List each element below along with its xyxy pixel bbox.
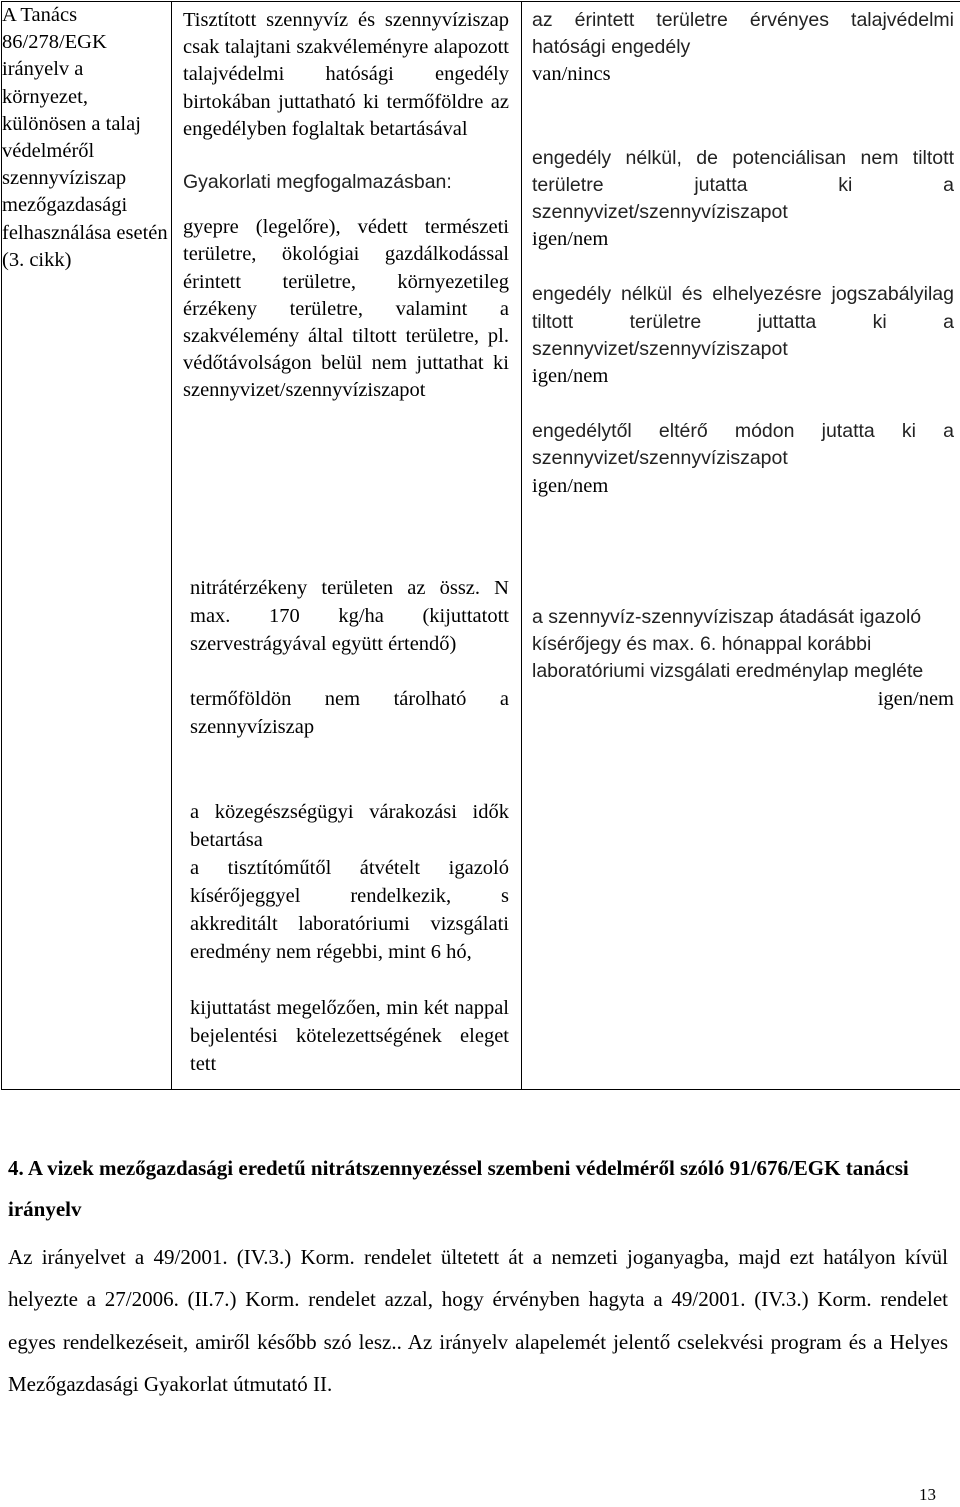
requirement-restricted-areas: gyepre (legelőre), védett természeti területre, ökológiai gazdálkodással érintett területre, környezetileg érzékeny területre, valamint a szakvélemény által tiltott területre, pl. védőtávolságon belül nem juttathat ki szennyvizet/szennyvíziszapot	[183, 216, 509, 402]
requirement-permit: Tisztított szennyvíz és szennyvíziszap csak talajtani szakvéleményre alapozott talajvédelmi hatósági engedély birtokában juttatható ki termőföldre az engedélyben foglaltak betartásával	[183, 9, 509, 140]
check-documents-answer: igen/nem	[877, 687, 954, 710]
check-no-permit-forbidden: engedély nélkül és elhelyezésre jogszabályilag tiltott területre juttatta ki a szennyvizet/szennyvíziszapot	[532, 283, 954, 360]
check-permit-answer: van/nincs	[532, 63, 611, 86]
check-permit: az érintett területre érvényes talajvédelmi hatósági engedély	[532, 9, 954, 59]
requirement-nitrate: nitrátérzékeny területen az össz. N max. 170 kg/ha (kijuttatott szervestrágyával együtt értendő)	[190, 577, 509, 655]
requirement-storage: termőföldön nem tárolható a szennyvíziszap	[190, 688, 509, 738]
check-deviation: engedélytől eltérő módon jutatta ki a szennyvizet/szennyvíziszapot	[532, 420, 954, 470]
check-deviation-answer: igen/nem	[532, 474, 609, 497]
checks-cell	[522, 2, 960, 1090]
check-no-permit-forbidden-answer: igen/nem	[532, 365, 609, 388]
practical-heading: Gyakorlati megfogalmazásban:	[183, 171, 452, 194]
requirement-notification: kijuttatást megelőzően, min két nappal bejelentési kötelezettségének eleget tett	[190, 997, 509, 1075]
requirements-cell	[172, 2, 522, 1090]
requirements-top	[172, 2, 521, 562]
requirements-bottom	[172, 772, 521, 1078]
checks-top	[522, 2, 960, 582]
section-body: Az irányelvet a 49/2001. (IV.3.) Korm. rendelet ültetett át a nemzeti joganyagba, majd ezt hatályon kívül helyezte a 27/2006. (II.7.) Korm. rendelet azzal, hogy érvényben hagyta a 49/2001. (IV.3.) Korm. rendelet egyes rendelkezéseit, amiről később szó lesz.. Az irányelv alapelemét jelentő cselekvési program és a Helyes Mezőgazdasági Gyakorlat útmutató II.	[8, 1245, 948, 1396]
check-documents: a szennyvíz-szennyvíziszap átadását igazoló kísérőjegy és max. 6. hónappal korábbi laboratóriumi vizsgálati eredménylap megléte	[532, 606, 924, 683]
regulation-table	[1, 1, 960, 1090]
section-heading: 4. A vizek mezőgazdasági eredetű nitrátszennyezéssel szembeni védelméről szóló 91/676/EGK tanácsi irányelv	[8, 1156, 909, 1221]
requirement-accompanying-note: a tisztítóműtől átvételt igazoló kísérőjeggyel rendelkezik, s akkreditált laboratóriumi vizsgálati eredmény nem régebbi, mint 6 hó,	[190, 857, 509, 963]
check-no-permit-allowed: engedély nélkül, de potenciálisan nem tiltott területre jutatta ki a szennyvizet/szennyvíziszapot	[532, 146, 954, 224]
checks-middle	[522, 582, 960, 713]
requirements-middle	[172, 562, 521, 772]
requirement-waiting-time: a közegészségügyi várakozási idők betartása	[190, 801, 509, 851]
directive-cell	[2, 2, 172, 1090]
check-no-permit-allowed-answer: igen/nem	[532, 228, 609, 251]
directive-title: A Tanács 86/278/EGK irányelv a környezet, különösen a talaj védelméről szennyvíziszap mezőgazdasági felhasználása esetén (3. cikk)	[2, 4, 168, 271]
page-number: 13	[919, 1485, 936, 1504]
